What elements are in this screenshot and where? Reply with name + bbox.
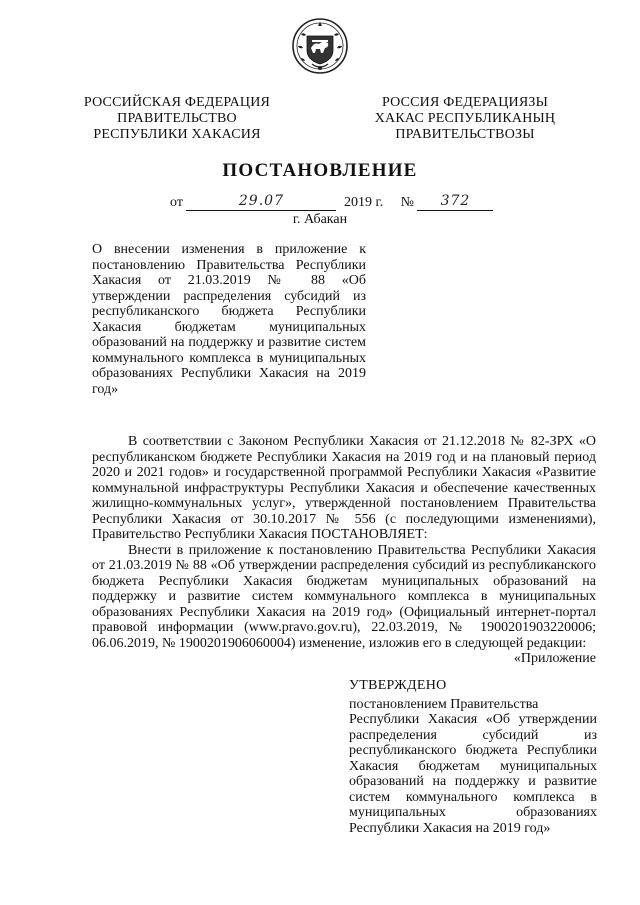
body-paragraph: Внести в приложение к постановлению Правительства Республики Хакасия от 21.03.2019 № 88 «Об утверждении распределения субсидий из республиканского бюджета Республики Хакасия бюджетам муниципальных образований на поддержку и развитие систем коммунального комплекса в муниципальных образованиях Республики Хакасия на 2019 год» (Официальный интернет-портал правовой информации (www.pravo.gov.ru), 22.03.2019, № 1900201903220006; 06.06.2019, № 1900201906060004) изменение, изложив его в следующей редакции: xyxy=(92,542,596,651)
body-paragraph: В соответствии с Законом Республики Хакасия от 21.12.2018 № 82-ЗРХ «О республиканском бюджете Республики Хакасия на 2019 год и на плановый период 2020 и 2021 годов» и государственной программой Республики Хакасия «Развитие коммунальной инфраструктуры Республики Хакасия и обеспечение качественных жилищно-коммунальных услуг», утвержденной постановлением Правительства Республики Хакасия от 30.10.2017 № 556 (с последующими изменениями), Правительство Республики Хакасия ПОСТАНОВЛЯЕТ: xyxy=(92,434,596,542)
body-text xyxy=(92,434,596,667)
header-left-line: РЕСПУБЛИКИ ХАКАСИЯ xyxy=(93,127,261,142)
header-right-block xyxy=(360,95,570,143)
number-handwritten: 372 xyxy=(440,193,471,209)
date-handwritten: 29.07 xyxy=(238,193,284,209)
approval-title: УТВЕРЖДЕНО xyxy=(349,678,447,693)
number-field xyxy=(417,193,493,211)
year-text: 2019 г. xyxy=(343,195,384,210)
approval-line: постановлением Правительства xyxy=(349,696,539,712)
date-field xyxy=(186,193,336,211)
coat-of-arms-emblem xyxy=(290,16,350,76)
header-right-line: ПРАВИТЕЛЬСТВОЗЫ xyxy=(395,127,535,142)
subject-text: О внесении изменения в приложение к постановлению Правительства Республики Хакасия от 21.03.2019 № 88 «Об утверждении распределения субсидий из республиканского бюджета Республики Хакасия бюджетам муниципальных образований на поддержку и развитие систем коммунального комплекса в муниципальных образованиях Республики Хакасия на 2019 год» xyxy=(92,242,366,397)
date-number-line xyxy=(170,195,490,211)
header-left-block xyxy=(72,95,282,143)
header-left-line: РОССИЙСКАЯ ФЕДЕРАЦИЯ xyxy=(83,95,271,110)
approval-text: Республики Хакасия «Об утверждении распределения субсидий из республиканского бюджета Республики Хакасия бюджетам муниципальных образований на поддержку и развитие систем коммунального комплекса в муниципальных образованиях Республики Хакасия на 2019 год» xyxy=(349,712,597,836)
document-title: ПОСТАНОВЛЕНИЕ xyxy=(222,160,418,181)
header-right-line: РОССИЯ ФЕДЕРАЦИЯЗЫ xyxy=(381,95,549,110)
city-label: г. Абакан xyxy=(292,212,348,227)
header-right-line: ХАКАС РЕСПУБЛИКАНЫҢ xyxy=(374,111,556,126)
date-prefix: от xyxy=(170,195,183,210)
number-prefix: № xyxy=(400,195,414,210)
appendix-label: «Приложение xyxy=(513,651,596,666)
header-left-line: ПРАВИТЕЛЬСТВО xyxy=(117,111,237,126)
approval-block xyxy=(349,678,597,836)
